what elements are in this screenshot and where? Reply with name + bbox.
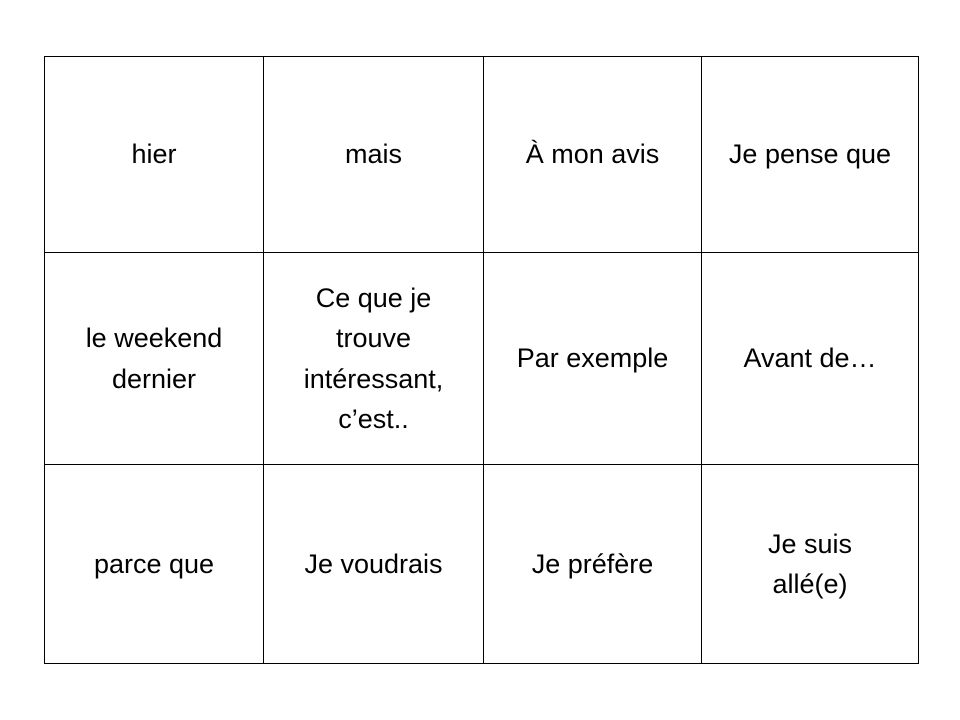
grid-cell xyxy=(264,253,484,465)
grid-row xyxy=(45,253,919,465)
grid-cell xyxy=(45,253,264,465)
grid-row xyxy=(45,465,919,664)
cell-text: Ce que je trouve intéressant, c’est.. xyxy=(303,282,444,434)
grid-cell xyxy=(45,57,264,253)
grid-cell xyxy=(702,253,919,465)
cell-text: Je pense que xyxy=(728,139,892,170)
grid-cell xyxy=(45,465,264,664)
grid-cell xyxy=(484,57,702,253)
grid-cell xyxy=(264,57,484,253)
grid-row xyxy=(45,57,919,253)
phrase-grid xyxy=(44,56,919,664)
cell-text: mais xyxy=(344,139,402,170)
cell-text: le weekend dernier xyxy=(85,323,223,394)
cell-text: À mon avis xyxy=(525,139,660,170)
cell-text: parce que xyxy=(93,548,215,579)
grid-cell xyxy=(484,253,702,465)
cell-text: Je voudrais xyxy=(304,548,443,579)
grid-cell xyxy=(264,465,484,664)
grid-cell xyxy=(702,57,919,253)
cell-text: hier xyxy=(131,139,177,170)
grid-cell xyxy=(484,465,702,664)
cell-text: Par exemple xyxy=(516,343,669,374)
cell-text: Avant de… xyxy=(743,343,877,374)
cell-text: Je suis allé(e) xyxy=(767,528,853,599)
grid-cell xyxy=(702,465,919,664)
cell-text: Je préfère xyxy=(531,548,654,579)
